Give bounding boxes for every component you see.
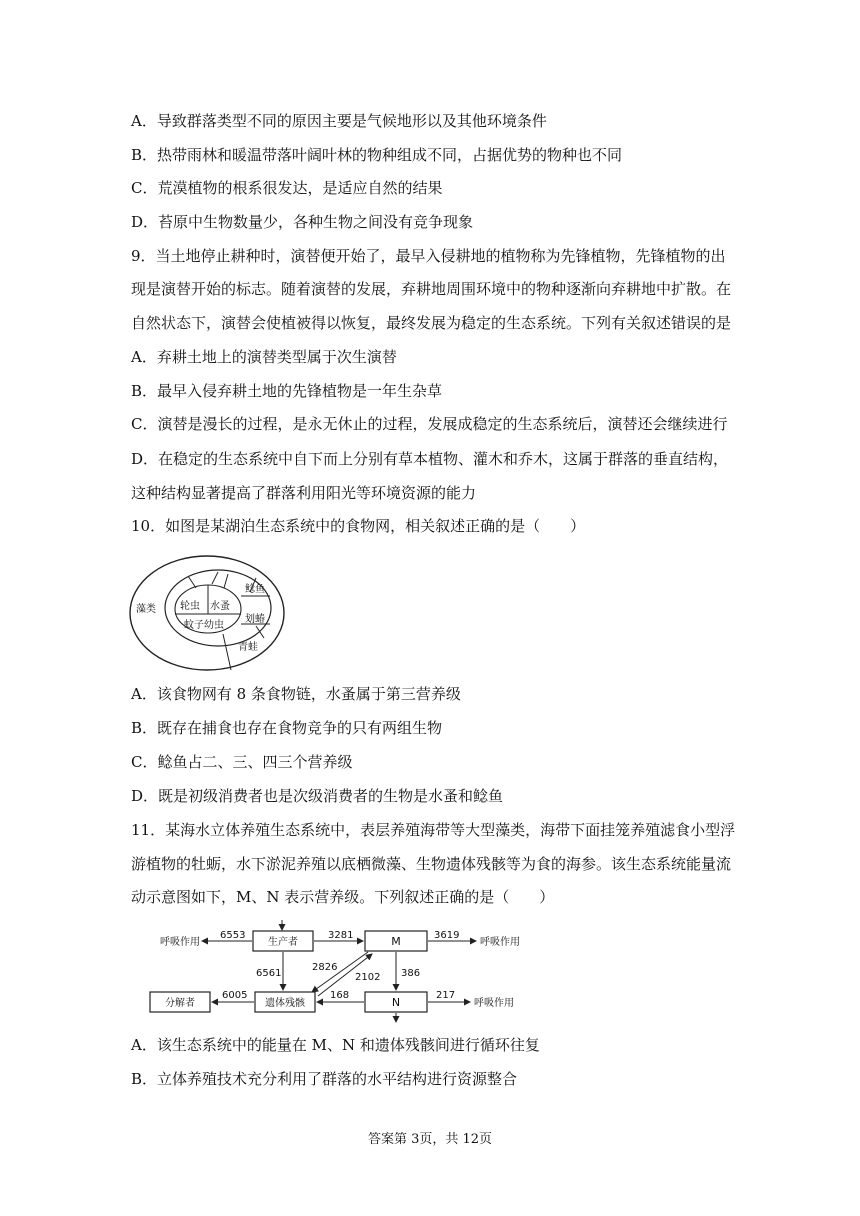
q11-option-b: B．立体养殖技术充分利用了群落的水平结构进行资源整合 xyxy=(131,1070,518,1088)
energy-value-3619: 3619 xyxy=(434,930,460,941)
food-web-algae: 藻类 xyxy=(136,604,156,615)
food-web-rotifer: 轮虫 xyxy=(180,601,200,612)
q10-option-c: C．鲶鱼占二、三、四三个营养级 xyxy=(131,753,353,771)
energy-value-6553: 6553 xyxy=(220,930,246,941)
energy-value-3281: 3281 xyxy=(328,930,354,941)
q9-option-b: B．最早入侵弃耕土地的先锋植物是一年生杂草 xyxy=(131,382,443,400)
q11-stem-line-1: 11．某海水立体养殖生态系统中，表层养殖海带等大型藻类，海带下面挂笼养殖滤食小型浮 xyxy=(131,821,736,839)
q9-option-d-line-2: 这种结构显著提高了群落利用阳光等环境资源的能力 xyxy=(131,484,477,502)
energy-flow-diagram xyxy=(140,918,540,1024)
energy-flow-decomposer: 分解者 xyxy=(165,998,195,1009)
q8-option-b: B．热带雨林和暖温带落叶阔叶林的物种组成不同，占据优势的物种也不同 xyxy=(131,146,623,164)
q11-option-a: A．该生态系统中的能量在 M、N 和遗体残骸间进行循环往复 xyxy=(131,1036,540,1054)
energy-value-6005: 6005 xyxy=(222,990,248,1001)
q10-option-b: B．既存在捕食也存在食物竞争的只有两组生物 xyxy=(131,719,443,737)
energy-flow-respiration-n: 呼吸作用 xyxy=(474,998,514,1009)
food-web-frog: 青蛙 xyxy=(238,642,258,653)
q9-stem-line-3: 自然状态下，演替会使植被得以恢复，最终发展为稳定的生态系统。下列有关叙述错误的是 xyxy=(131,314,732,332)
energy-flow-respiration-m: 呼吸作用 xyxy=(480,937,520,948)
q9-stem-line-1: 9．当土地停止耕种时，演替便开始了，最早入侵耕地的植物称为先锋植物，先锋植物的出 xyxy=(131,247,726,265)
food-web-water-boatman: 划蝽 xyxy=(245,614,265,625)
q8-option-d: D．苔原中生物数量少，各种生物之间没有竞争现象 xyxy=(131,213,474,231)
q8-option-c: C．荒漠植物的根系很发达，是适应自然的结果 xyxy=(131,179,443,197)
energy-flow-producer: 生产者 xyxy=(268,937,298,948)
q9-option-c: C．演替是漫长的过程，是永无休止的过程，发展成稳定的生态系统后，演替还会继续进行 xyxy=(131,415,728,433)
q10-option-d: D．既是初级消费者也是次级消费者的生物是水蚤和鲶鱼 xyxy=(131,787,504,805)
energy-flow-n: N xyxy=(391,996,401,1009)
q11-stem-line-3: 动示意图如下，M、N 表示营养级。下列叙述正确的是（ ） xyxy=(131,888,555,906)
page-footer: 答案第 3页，共 12页 xyxy=(367,1132,493,1147)
food-web-water-flea: 水蚤 xyxy=(210,601,230,612)
food-web-diagram xyxy=(128,552,288,674)
food-web-mosquito-larva: 蚊子幼虫 xyxy=(184,620,224,631)
q8-option-a: A．导致群落类型不同的原因主要是气候地形以及其他环境条件 xyxy=(131,112,547,130)
energy-value-386: 386 xyxy=(401,968,421,979)
energy-value-217: 217 xyxy=(436,990,456,1001)
energy-value-2102: 2102 xyxy=(355,972,381,983)
food-web-catfish: 鲶鱼 xyxy=(245,584,265,595)
q11-stem-line-2: 游植物的牡蛎，水下淤泥养殖以底栖微藻、生物遗体残骸等为食的海参。该生态系统能量流 xyxy=(131,855,732,873)
q9-option-a: A．弃耕土地上的演替类型属于次生演替 xyxy=(131,348,397,366)
energy-flow-m: M xyxy=(391,935,401,948)
energy-flow-remains: 遗体残骸 xyxy=(265,998,305,1009)
energy-value-168: 168 xyxy=(330,990,350,1001)
q10-option-a: A．该食物网有 8 条食物链，水蚤属于第三营养级 xyxy=(131,685,461,703)
q9-stem-line-2: 现是演替开始的标志。随着演替的发展，弃耕地周围环境中的物种逐渐向弃耕地中扩散。在 xyxy=(131,280,732,298)
q10-stem: 10．如图是某湖泊生态系统中的食物网，相关叙述正确的是（ ） xyxy=(131,517,586,535)
energy-flow-respiration-producer: 呼吸作用 xyxy=(160,937,200,948)
q9-option-d-line-1: D．在稳定的生态系统中自下而上分别有草本植物、灌木和乔木，这属于群落的垂直结构， xyxy=(131,450,729,468)
energy-value-2826: 2826 xyxy=(312,962,338,973)
energy-value-6561: 6561 xyxy=(256,968,282,979)
